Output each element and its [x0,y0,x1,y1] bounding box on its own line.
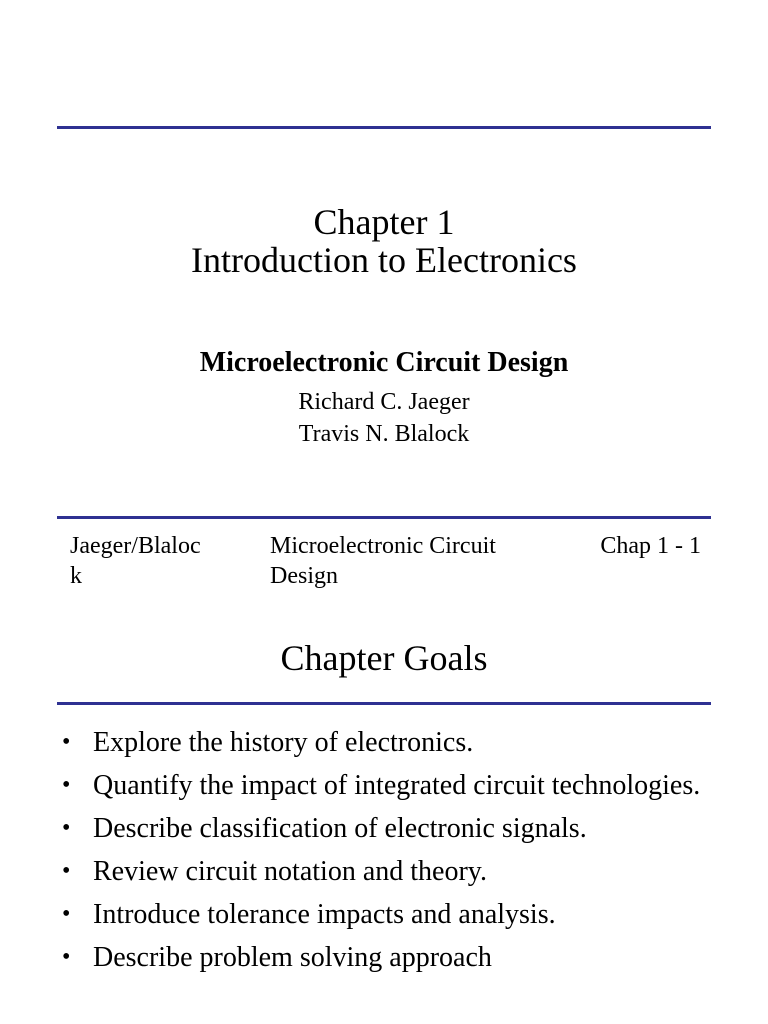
bullet-icon: • [62,901,71,927]
top-divider [57,126,711,129]
goal-text: Quantify the impact of integrated circuit technologies. [93,770,701,801]
goal-text: Explore the history of electronics. [93,727,474,758]
list-item [62,939,722,976]
author-name-2: Travis N. Blalock [298,421,470,447]
footer-divider [57,516,711,519]
slide-title-line2: Introduction to Electronics [191,240,577,280]
list-item [62,853,722,890]
footer-page-number: Chap 1 - 1 [600,533,701,559]
goals-divider [57,702,711,705]
bullet-icon: • [62,815,71,841]
bullet-icon: • [62,772,71,798]
goal-text: Introduce tolerance impacts and analysis. [93,899,556,930]
goal-text: Review circuit notation and theory. [93,856,487,887]
author-name-1: Richard C. Jaeger [298,389,470,415]
bullet-icon: • [62,944,71,970]
list-item [62,724,722,761]
bullet-icon: • [62,858,71,884]
footer-book: Microelectronic Circuit Design [270,533,496,589]
goal-text: Describe classification of electronic signals. [93,813,587,844]
slide-title-line1: Chapter 1 [313,202,455,242]
goal-text: Describe problem solving approach [93,942,492,973]
bullet-icon: • [62,729,71,755]
goals-heading: Chapter Goals [280,638,488,678]
list-item [62,896,722,933]
book-title: Microelectronic Circuit Design [199,347,569,378]
footer-authors: Jaeger/Blalock [70,533,201,589]
list-item [62,767,722,804]
list-item [62,810,722,847]
goals-list [62,724,722,982]
